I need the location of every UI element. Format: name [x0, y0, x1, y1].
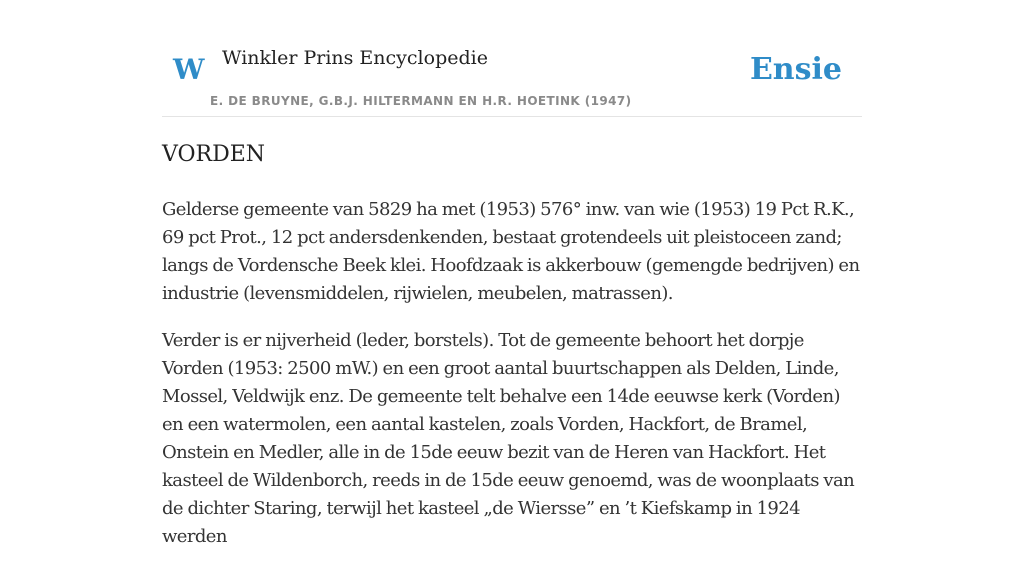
source-title[interactable]: Winkler Prins Encyclopedie — [222, 47, 488, 69]
article — [162, 138, 862, 570]
source-logo[interactable]: W — [173, 53, 205, 86]
source-authors: E. DE BRUYNE, G.B.J. HILTERMANN EN H.R. HOETINK (1947) — [210, 94, 632, 108]
article-title: VORDEN — [162, 142, 266, 167]
article-paragraph: Gelderse gemeente van 5829 ha met (1953) 576° inw. van wie (1953) 19 Pct R.K., 69 pct Prot., 12 pct andersdenkenden, bestaat grotendeels uit pleistoceen zand; langs de Vordensche Beek klei. Hoofdzaak is akkerbouw (gemengde bedrijven) en industrie (levensmiddelen, rijwielen, meubelen, matrassen). — [162, 199, 860, 304]
ensie-logo-link[interactable]: Ensie — [749, 52, 842, 87]
article-paragraph: Verder is er nijverheid (leder, borstels). Tot de gemeente behoort het dorpje Vorden (1953: 2500 mW.) en een groot aantal buurtschappen als Delden, Linde, Mossel, Veldwijk enz. De gemeente telt behalve een 14de eeuwse kerk (Vorden) en een watermolen, een aantal kastelen, zoals Vorden, Hackfort, de Bramel, Onstein en Medler, alle in de 15de eeuw bezit van de Heren van Hackfort. Het kasteel de Wildenborch, reeds in de 15de eeuw genoemd, was de woonplaats van de dichter Staring, terwijl het kasteel „de Wiersse” en ’t Kiefskamp in 1924 werden — [162, 330, 855, 547]
source-header — [162, 0, 862, 117]
